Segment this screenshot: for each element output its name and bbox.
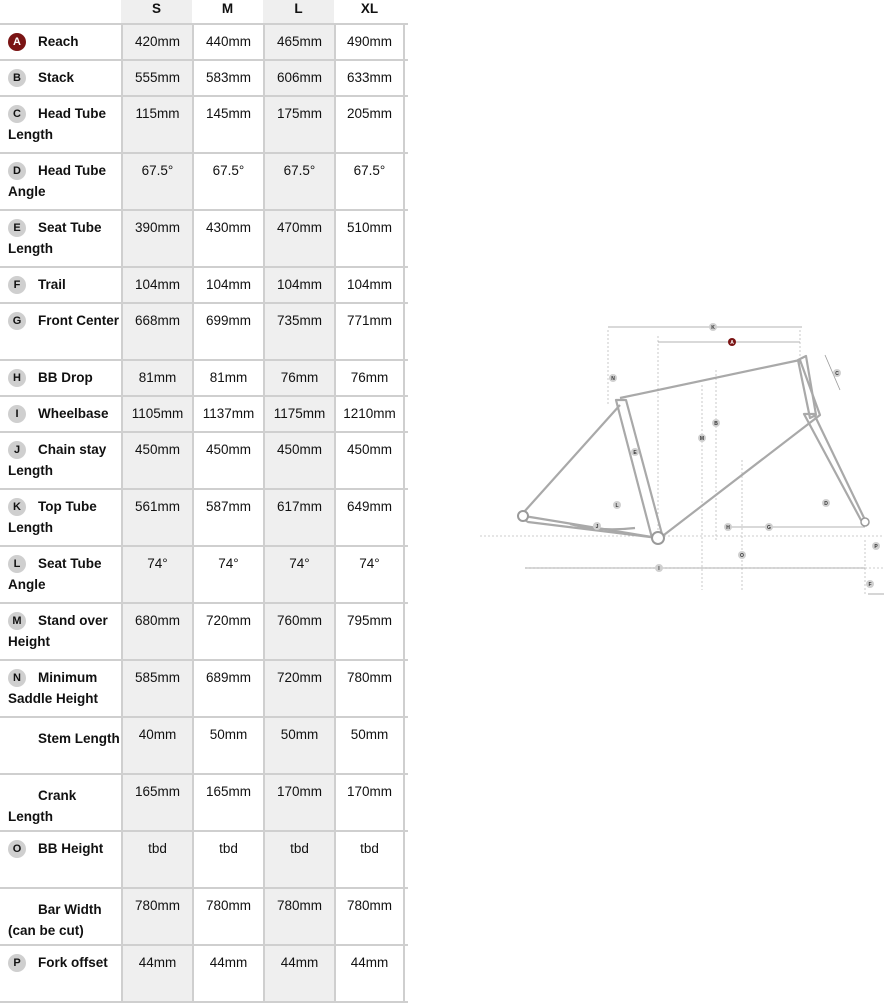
value-cell-l: 606mm (263, 61, 334, 95)
table-row (0, 97, 408, 154)
size-header-xl: XL (360, 1, 379, 16)
diagram-label-o: O (740, 553, 744, 559)
measurement-badge: B (8, 69, 26, 87)
value-cell-xl: 44mm (334, 946, 405, 1001)
diagram-label-a: A (730, 340, 734, 346)
measurement-label: Crank Length (8, 788, 77, 824)
value-cell-m: 104mm (192, 268, 263, 302)
diagram-label-m: M (699, 436, 705, 442)
row-label-cell (0, 604, 121, 659)
value-cell-s: tbd (121, 832, 192, 887)
row-label-cell (0, 490, 121, 545)
measurement-label: Stack (38, 70, 75, 85)
value-cell-l: 450mm (263, 433, 334, 488)
table-row (0, 61, 408, 97)
value-cell-xl: 76mm (334, 361, 405, 395)
table-row (0, 304, 408, 361)
measurement-badge: N (8, 669, 26, 687)
value-cell-m: 450mm (192, 433, 263, 488)
measurement-label: Stand over Height (8, 613, 108, 649)
row-label-cell (0, 211, 121, 266)
value-cell-m: 689mm (192, 661, 263, 716)
frame-geometry-diagram (480, 310, 884, 610)
value-cell-l: 780mm (263, 889, 334, 944)
table-row (0, 25, 408, 61)
row-label-cell (0, 718, 121, 773)
measurement-badge: H (8, 369, 26, 387)
measurement-label: Seat Tube Angle (8, 556, 102, 592)
value-cell-s: 165mm (121, 775, 192, 830)
value-cell-xl: 771mm (334, 304, 405, 359)
value-cell-xl: 490mm (334, 25, 405, 59)
value-cell-l: 44mm (263, 946, 334, 1001)
value-cell-s: 555mm (121, 61, 192, 95)
measurement-label: Top Tube Length (8, 499, 97, 535)
measurement-label: Head Tube Angle (8, 163, 107, 199)
size-header-s: S (121, 0, 192, 23)
value-cell-l: 465mm (263, 25, 334, 59)
value-cell-m: 1137mm (192, 397, 263, 431)
measurement-label: Fork offset (38, 955, 108, 970)
value-cell-m: 67.5° (192, 154, 263, 209)
row-label-cell (0, 361, 121, 395)
value-cell-s: 40mm (121, 718, 192, 773)
measurement-label: Chain stay Length (8, 442, 107, 478)
measurement-label: Front Center (38, 313, 119, 328)
value-cell-l: tbd (263, 832, 334, 887)
measurement-badge: P (8, 954, 26, 972)
measurement-badge: G (8, 312, 26, 330)
table-row (0, 832, 408, 889)
table-row (0, 604, 408, 661)
frame-diagram-svg (480, 310, 884, 610)
size-header-row (0, 0, 408, 23)
table-row (0, 211, 408, 268)
row-label-cell (0, 661, 121, 716)
row-label-cell (0, 547, 121, 602)
value-cell-m: 74° (192, 547, 263, 602)
value-cell-l: 67.5° (263, 154, 334, 209)
measurement-badge: F (8, 276, 26, 294)
value-cell-xl: 780mm (334, 661, 405, 716)
value-cell-xl: 450mm (334, 433, 405, 488)
measurement-badge: E (8, 219, 26, 237)
value-cell-l: 76mm (263, 361, 334, 395)
table-row (0, 154, 408, 211)
table-row (0, 397, 408, 433)
table-row (0, 718, 408, 775)
measurement-label: Wheelbase (38, 406, 109, 421)
table-body (0, 23, 408, 1003)
row-label-cell (0, 97, 121, 152)
row-label-cell (0, 268, 121, 302)
measurement-label: Stem Length (38, 731, 120, 746)
table-row (0, 946, 408, 1003)
value-cell-s: 44mm (121, 946, 192, 1001)
measurement-badge: C (8, 105, 26, 123)
value-cell-s: 81mm (121, 361, 192, 395)
value-cell-l: 170mm (263, 775, 334, 830)
value-cell-m: 720mm (192, 604, 263, 659)
measurement-label: BB Drop (38, 370, 93, 385)
measurement-badge: J (8, 441, 26, 459)
diagram-label-i: I (658, 566, 660, 572)
table-row (0, 490, 408, 547)
value-cell-l: 74° (263, 547, 334, 602)
value-cell-s: 585mm (121, 661, 192, 716)
value-cell-s: 115mm (121, 97, 192, 152)
value-cell-s: 104mm (121, 268, 192, 302)
value-cell-m: 145mm (192, 97, 263, 152)
value-cell-l: 50mm (263, 718, 334, 773)
value-cell-xl: 170mm (334, 775, 405, 830)
value-cell-s: 668mm (121, 304, 192, 359)
measurement-label: Bar Width (can be cut) (8, 902, 102, 938)
size-header-m: M (221, 1, 234, 16)
value-cell-s: 561mm (121, 490, 192, 545)
value-cell-m: 81mm (192, 361, 263, 395)
value-cell-m: 780mm (192, 889, 263, 944)
geometry-table (0, 0, 408, 1003)
measurement-badge: D (8, 162, 26, 180)
measurement-badge: I (8, 405, 26, 423)
measurement-badge: M (8, 612, 26, 630)
value-cell-s: 1105mm (121, 397, 192, 431)
row-label-cell (0, 433, 121, 488)
value-cell-xl: 510mm (334, 211, 405, 266)
measurement-label: Reach (38, 34, 79, 49)
diagram-label-g: G (767, 525, 771, 531)
value-cell-s: 450mm (121, 433, 192, 488)
diagram-label-c: C (835, 371, 839, 377)
table-row (0, 268, 408, 304)
table-row (0, 661, 408, 718)
table-row (0, 433, 408, 490)
value-cell-xl: 50mm (334, 718, 405, 773)
table-row (0, 889, 408, 946)
measurement-label: Seat Tube Length (8, 220, 102, 256)
value-cell-xl: 104mm (334, 268, 405, 302)
value-cell-m: 50mm (192, 718, 263, 773)
value-cell-xl: 795mm (334, 604, 405, 659)
value-cell-xl: 780mm (334, 889, 405, 944)
size-header-l: L (263, 0, 334, 23)
value-cell-s: 420mm (121, 25, 192, 59)
row-label-cell (0, 25, 121, 59)
measurement-badge: A (8, 33, 26, 51)
value-cell-m: 583mm (192, 61, 263, 95)
measurement-label: Trail (38, 277, 66, 292)
value-cell-xl: tbd (334, 832, 405, 887)
value-cell-xl: 67.5° (334, 154, 405, 209)
row-label-cell (0, 832, 121, 887)
value-cell-l: 760mm (263, 604, 334, 659)
diagram-label-f: F (868, 582, 872, 588)
value-cell-xl: 205mm (334, 97, 405, 152)
diagram-label-k: K (711, 325, 715, 331)
value-cell-m: 699mm (192, 304, 263, 359)
table-row (0, 361, 408, 397)
diagram-label-e: E (633, 450, 637, 456)
diagram-label-n: N (611, 376, 615, 382)
measurement-badge (8, 724, 26, 742)
measurement-label: Head Tube Length (8, 106, 107, 142)
diagram-label-b: B (714, 421, 718, 427)
row-label-cell (0, 154, 121, 209)
value-cell-m: 430mm (192, 211, 263, 266)
value-cell-m: 440mm (192, 25, 263, 59)
row-label-cell (0, 304, 121, 359)
diagram-label-d: D (824, 501, 828, 507)
value-cell-l: 175mm (263, 97, 334, 152)
diagram-label-j: J (595, 524, 599, 530)
row-label-cell (0, 397, 121, 431)
measurement-badge: K (8, 498, 26, 516)
row-label-cell (0, 61, 121, 95)
value-cell-s: 67.5° (121, 154, 192, 209)
value-cell-l: 1175mm (263, 397, 334, 431)
value-cell-xl: 74° (334, 547, 405, 602)
value-cell-l: 470mm (263, 211, 334, 266)
diagram-label-h: H (726, 525, 730, 531)
diagram-label-l: L (615, 503, 619, 509)
value-cell-l: 720mm (263, 661, 334, 716)
measurement-label: BB Height (38, 841, 104, 856)
value-cell-xl: 1210mm (334, 397, 405, 431)
row-label-cell (0, 946, 121, 1001)
value-cell-l: 617mm (263, 490, 334, 545)
value-cell-l: 735mm (263, 304, 334, 359)
measurement-badge (8, 895, 26, 913)
value-cell-s: 390mm (121, 211, 192, 266)
value-cell-l: 104mm (263, 268, 334, 302)
value-cell-m: tbd (192, 832, 263, 887)
value-cell-xl: 633mm (334, 61, 405, 95)
value-cell-s: 74° (121, 547, 192, 602)
value-cell-m: 44mm (192, 946, 263, 1001)
row-label-cell (0, 775, 121, 830)
header-spacer (0, 0, 121, 23)
row-label-cell (0, 889, 121, 944)
value-cell-m: 165mm (192, 775, 263, 830)
value-cell-s: 680mm (121, 604, 192, 659)
table-row (0, 547, 408, 604)
value-cell-s: 780mm (121, 889, 192, 944)
table-row (0, 775, 408, 832)
measurement-badge: O (8, 840, 26, 858)
measurement-badge (8, 781, 26, 799)
value-cell-xl: 649mm (334, 490, 405, 545)
diagram-label-p: P (874, 544, 878, 550)
measurement-badge: L (8, 555, 26, 573)
measurement-label: Minimum Saddle Height (8, 670, 99, 706)
value-cell-m: 587mm (192, 490, 263, 545)
